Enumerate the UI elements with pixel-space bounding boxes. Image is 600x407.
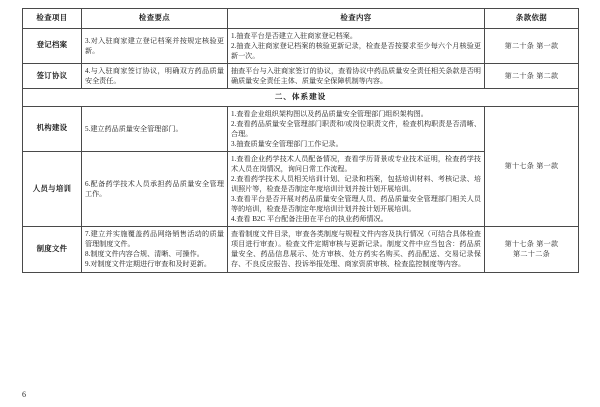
content-line: 1.查看企业药学技术人员配备情况，查看学历背景或专业技术证明，检查药学技术人员在岗情况，询问日常工作流程。 — [231, 154, 481, 173]
row-points — [82, 63, 228, 88]
table-row — [23, 227, 579, 272]
row-item-name: 制度文件 — [23, 227, 82, 272]
point-line: 9.对制度文件定期进行审查和及时更新。 — [85, 260, 211, 269]
basis-line: 第二十条 第一款 — [504, 41, 559, 50]
page-number: 6 — [22, 390, 26, 399]
row-content — [228, 151, 485, 226]
point-line: 4.与入驻商家签订协议，明确双方药品质量安全责任。 — [85, 66, 224, 85]
table-row — [23, 106, 579, 151]
content-line: 2.查看药品质量安全管理部门职责和/或岗位职责文件，检查机构职责是否清晰、合理。 — [231, 119, 481, 138]
row-points — [82, 106, 228, 151]
table-row — [23, 63, 579, 88]
row-points — [82, 28, 228, 63]
column-header-basis: 条款依据 — [485, 9, 579, 29]
row-item-name: 人员与培训 — [23, 151, 82, 226]
point-line: 3.对入驻商家建立登记档案并按规定核验更新。 — [85, 36, 224, 55]
row-content — [228, 227, 485, 272]
content-line: 2.查看药学技术人员相关培训计划、记录和档案，包括培训材料、考核记录、培训照片等，检查是否制定年度培训计划并按计划开展培训。 — [231, 174, 481, 194]
content-line: 3.抽查质量安全管理部门工作记录。 — [231, 139, 343, 148]
table-row — [23, 28, 579, 63]
point-line: 8.制度文件内容合规、清晰、可操作。 — [85, 250, 204, 259]
row-points — [82, 151, 228, 226]
basis-line: 第十七条 第一款 — [504, 162, 559, 171]
point-line: 6.配备药学技术人员承担药品质量安全管理工作。 — [85, 180, 224, 199]
basis-line: 第二十二条 — [513, 250, 550, 259]
content-line: 2.抽查入驻商家登记档案的核验更新记录，检查是否按要求至少每六个月核验更新一次。 — [231, 41, 481, 60]
table-header — [23, 9, 579, 29]
section-header-label: 二、体系建设 — [23, 88, 579, 106]
point-line: 7.建立并实施覆盖药品网络销售活动的质量管理制度文件。 — [85, 230, 224, 249]
column-header-points: 检查要点 — [82, 9, 228, 29]
point-line: 5.建立药品质量安全管理部门。 — [85, 124, 183, 133]
table-header-row — [23, 9, 579, 29]
row-content — [228, 106, 485, 151]
row-item-name: 登记档案 — [23, 28, 82, 63]
content-line: 1.查看企业组织架构图以及药品质量安全管理部门组织架构图。 — [231, 109, 428, 118]
content-line: 查看制度文件目录，审查各类制度与规程文件内容及执行情况（可结合具体检查项目进行审查）。检查文件定期审核与更新记录。制度文件中应当包含：药品质量安全、药品信息展示、处方审核、处方药实名购买、药品配送、交易记录保存、不良反应报告、投诉举报处理、商家资质审核、检查监控制度等内容。 — [231, 230, 481, 269]
inspection-table — [22, 8, 579, 273]
column-header-content: 检查内容 — [228, 9, 485, 29]
content-line: 3.查看平台是否开展对药品质量安全管理人员、药品质量安全管理部门相关人员等的培训，检查是否制定年度培训计划并按计划开展培训。 — [231, 195, 481, 214]
column-header-item: 检查项目 — [23, 9, 82, 29]
content-line: 抽查平台与入驻商家签订的协议，查看协议中药品质量安全责任相关条款是否明确质量安全责任主体、质量安全保障机制等内容。 — [231, 66, 481, 85]
row-content — [228, 63, 485, 88]
row-basis — [485, 227, 579, 272]
row-item-name: 签订协议 — [23, 63, 82, 88]
row-points — [82, 227, 228, 272]
row-item-name: 机构建设 — [23, 106, 82, 151]
table-body — [23, 28, 579, 272]
row-basis-merged — [485, 106, 579, 227]
row-basis — [485, 63, 579, 88]
content-line: 1.抽查平台是否建立入驻商家登记档案。 — [231, 31, 357, 40]
section-header-row — [23, 88, 579, 106]
basis-line: 第二十条 第二款 — [504, 71, 559, 80]
content-line: 4.查看 B2C 平台配备注册在平台的执业药师情况。 — [231, 215, 388, 224]
row-basis — [485, 28, 579, 63]
basis-line: 第十七条 第一款 — [504, 240, 559, 249]
row-content — [228, 28, 485, 63]
